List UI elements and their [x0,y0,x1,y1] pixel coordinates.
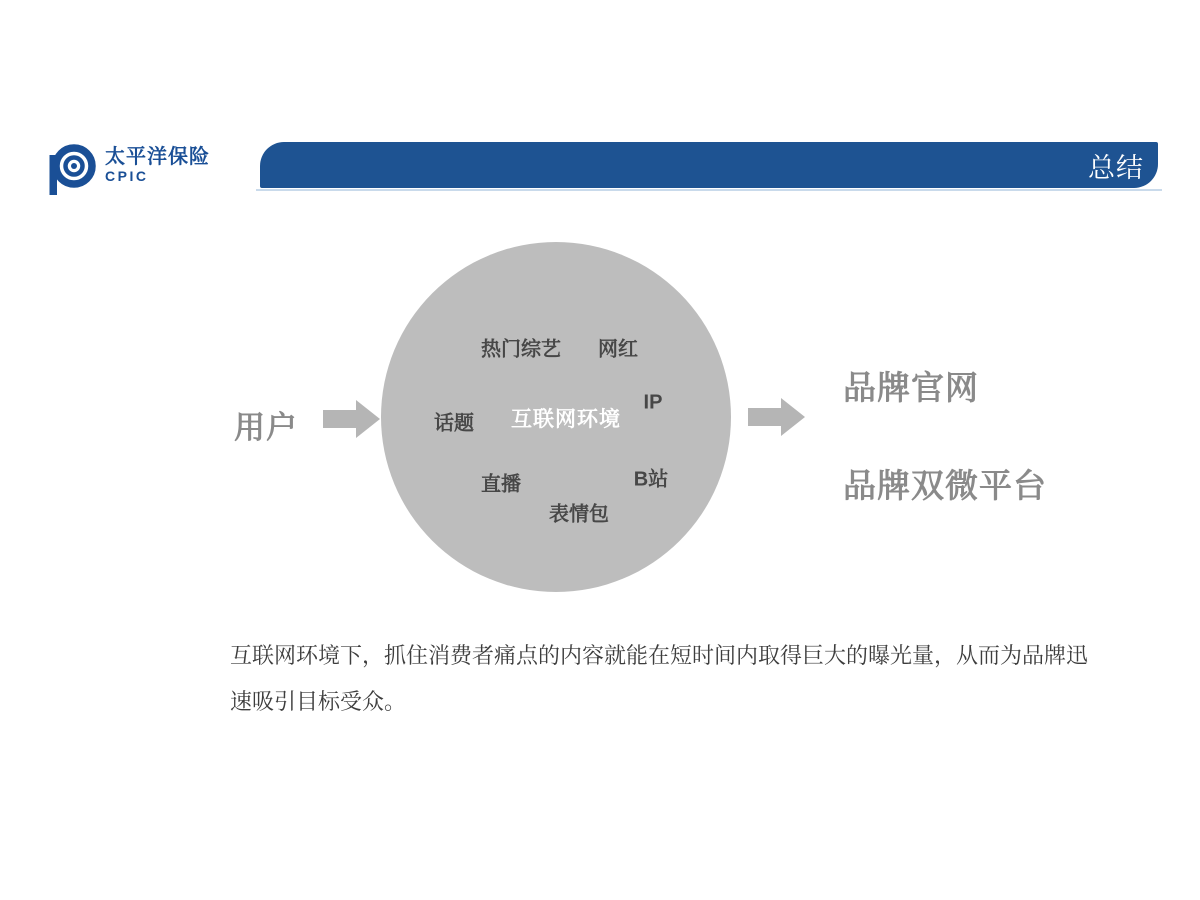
circle-item: 网红 [598,338,638,361]
circle-item: 热门综艺 [481,338,561,361]
output-label: 品牌双微平台 [843,467,1047,504]
summary-paragraph: 互联网环境下，抓住消费者痛点的内容就能在短时间内取得巨大的曝光量，从而为品牌迅速吸引目标受众。 [230,643,1089,714]
title-bar-underline [256,189,1162,191]
title-bar [260,142,1158,188]
circle-item: B站 [633,468,669,491]
circle-item: 表情包 [549,503,609,526]
circle-item: 话题 [434,412,474,435]
arrow-right-icon [323,398,381,445]
brand-name-en: CPIC [105,168,149,184]
arrow-right-icon [748,396,806,443]
cpic-logo [46,140,210,198]
circle-title: 互联网环境 [511,408,621,431]
circle-item: IP [643,391,663,414]
output-label: 品牌官网 [843,369,979,406]
brand-name-cn: 太平洋保险 [105,146,210,168]
cpic-logo-icon [46,140,98,198]
source-label: 用户 [234,410,298,445]
cpic-logo-text [105,140,210,184]
circle-item: 直播 [481,473,521,496]
slide-title: 总结 [1088,152,1144,183]
